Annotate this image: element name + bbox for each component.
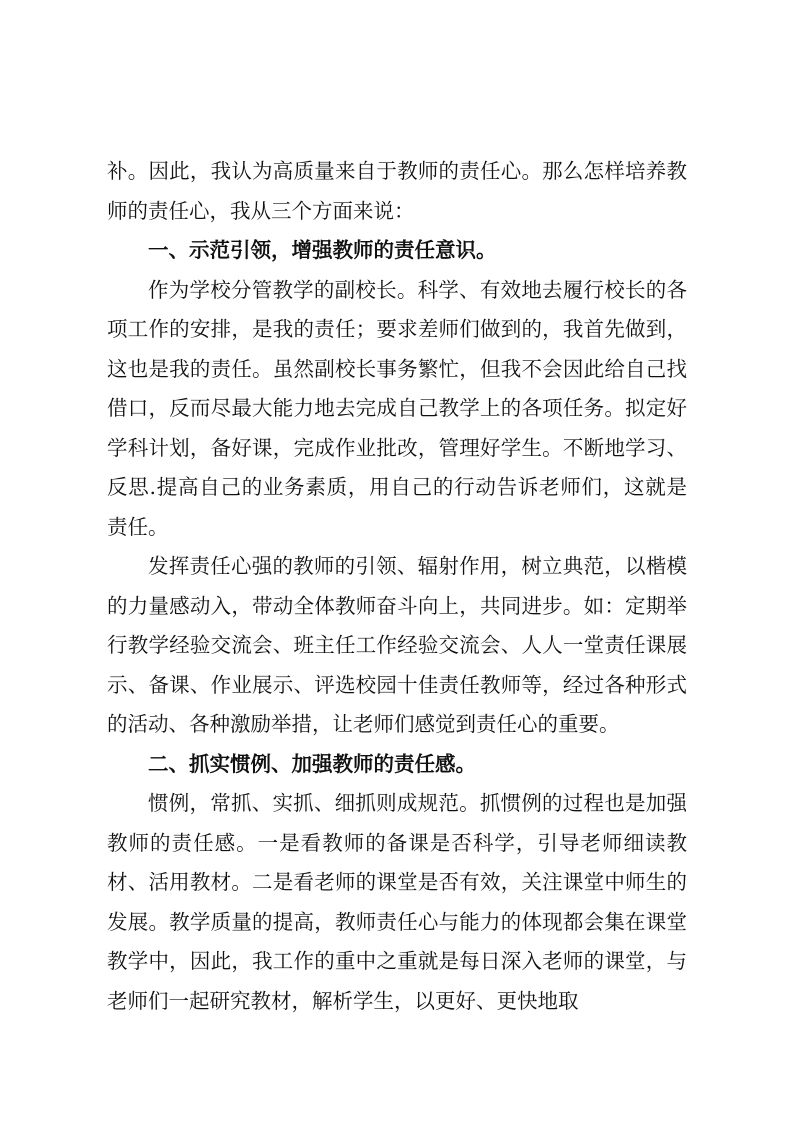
- paragraph-routine-practice: 惯例，常抓、实抓、细抓则成规范。抓惯例的过程也是加强教师的责任感。一是看教师的备课是否科学，引导老师细读教材、活用教材。二是看老师的课堂是否有效，关注课堂中师生的发展。教学质量的提高，教师责任心与能力的体现都会集在课堂教学中，因此，我工作的重中之重就是每日深入老师的课堂，与老师们一起研究教材，解析学生，以更好、更快地取: [107, 791, 687, 1013]
- paragraph-continuation: 补。因此，我认为高质量来自于教师的责任心。那么怎样培养教师的责任心，我从三个方面来说：: [107, 159, 687, 223]
- paragraph-role-models: 发挥责任心强的教师的引领、辐射作用，树立典范，以楷模的力量感动入，带动全体教师奋斗向上，共同进步。如：定期举行教学经验交流会、班主任工作经验交流会、人人一堂责任课展示、备课、作业展示、评选校园十佳责任教师等，经过各种形式的活动、各种激励举措，让老师们感觉到责任心的重要。: [107, 554, 687, 736]
- section-heading-1: 一、示范引领，增强教师的责任意识。: [148, 238, 497, 262]
- paragraph-vice-principal-role: 作为学校分管教学的副校长。科学、有效地去履行校长的各项工作的安排，是我的责任；要求差师们做到的，我首先做到，这也是我的责任。虽然副校长事务繁忙，但我不会因此给自己找借口，反而尽最大能力地去完成自己教学上的各项任务。拟定好学科计划，备好课，完成作业批改，管理好学生。不断地学习、反思.提高自己的业务素质，用自己的行动告诉老师们，这就是责任。: [107, 277, 687, 539]
- document-body: [107, 152, 687, 1021]
- section-heading-2: 二、抓实惯例、加强教师的责任感。: [148, 751, 476, 776]
